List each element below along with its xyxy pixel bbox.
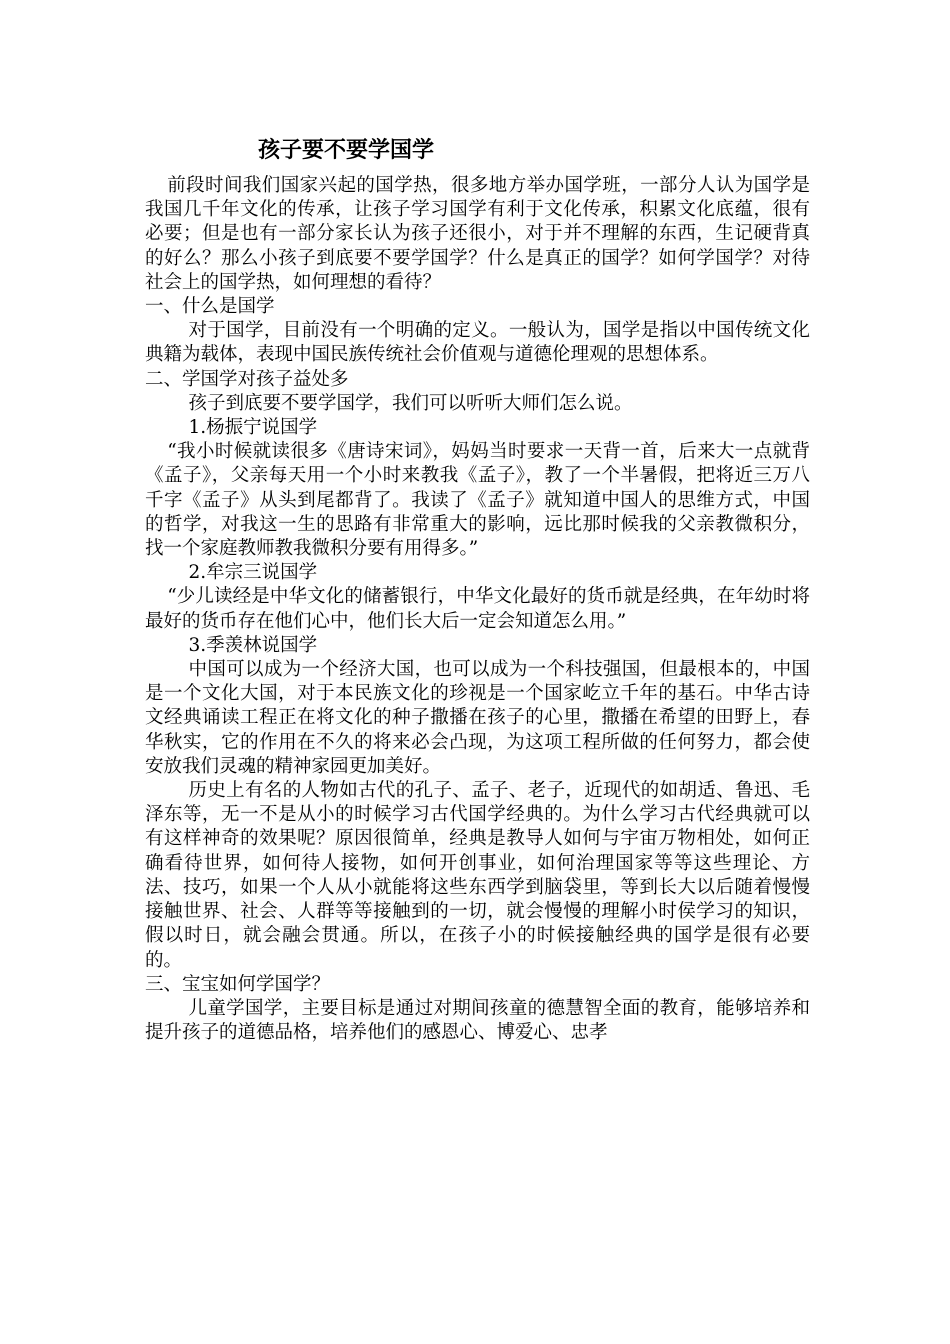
section-heading-3: 三、宝宝如何学国学？ bbox=[145, 973, 331, 995]
definition-paragraph: 对于国学，目前没有一个明确的定义。一般认为，国学是指以中国传统文化典籍为载体，表现中国民族传统社会价值观与道德伦理观的思想体系。 bbox=[145, 320, 810, 366]
document-body bbox=[145, 174, 810, 1045]
subheading-ji: 3.季羡林说国学 bbox=[188, 634, 318, 656]
section-heading-2: 二、学国学对孩子益处多 bbox=[145, 368, 349, 390]
intro-paragraph: 前段时间我们国家兴起的国学热，很多地方举办国学班，一部分人认为国学是我国几千年文化的传承，让孩子学习国学有利于文化传承，积累文化底蕴，很有必要；但是也有一部分家长认为孩子还很小，对于并不理解的东西，生记硬背真的好么？那么小孩子到底要不要学国学？什么是真正的国学？如何学国学？对待社会上的国学热，如何理想的看待？ bbox=[145, 175, 810, 293]
subheading-mou: 2.牟宗三说国学 bbox=[188, 562, 318, 584]
history-paragraph: 历史上有名的人物如古代的孔子、孟子、老子，近现代的如胡适、鲁迅、毛泽东等，无一不是从小的时候学习古代国学经典的。为什么学习古代经典就可以有这样神奇的效果呢？原因很简单，经典是教导人如何与宇宙万物相处，如何正确看待世界，如何待人接物，如何开创事业，如何治理国家等等这些理论、方法、技巧，如果一个人从小就能将这些东西学到脑袋里，等到长大以后随着慢慢接触世界、社会、人群等等接触到的一切，就会慢慢的理解小时侯学习的知识，假以时日，就会融会贯通。所以，在孩子小的时候接触经典的国学是很有必要的。 bbox=[145, 780, 810, 971]
quote-mou: “少儿读经是中华文化的储蓄银行，中华文化最好的货币就是经典，在年幼时将最好的货币存在他们心中，他们长大后一定会知道怎么用。” bbox=[145, 586, 810, 632]
section-heading-1: 一、什么是国学 bbox=[145, 296, 275, 318]
quote-ji: 中国可以成为一个经济大国，也可以成为一个科技强国，但最根本的，中国是一个文化大国，对于本民族文化的珍视是一个国家屹立千年的基石。中华古诗文经典诵读工程正在将文化的种子撒播在孩子的心里，撒播在希望的田野上，春华秋实，它的作用在不久的将来必会凸现，为这项工程所做的任何努力，都会使安放我们灵魂的精神家园更加美好。 bbox=[145, 659, 810, 777]
quote-yang: “我小时候就读很多《唐诗宋词》，妈妈当时要求一天背一首，后来大一点就背《孟子》，父亲每天用一个小时来教我《孟子》，教了一个半暑假，把将近三万八千字《孟子》从头到尾都背了。我读了《孟子》就知道中国人的思维方式，中国的哲学，对我这一生的思路有非常重大的影响，远比那时候我的父亲教微积分，找一个家庭教师教我微积分要有用得多。” bbox=[145, 441, 810, 560]
subheading-yang: 1.杨振宁说国学 bbox=[188, 417, 318, 439]
how-to-learn-paragraph: 儿童学国学，主要目标是通过对期间孩童的德慧智全面的教育，能够培养和提升孩子的道德品格，培养他们的感恩心、博爱心、忠孝 bbox=[145, 997, 810, 1044]
document-title: 孩子要不要学国学 bbox=[258, 137, 435, 163]
masters-intro-paragraph: 孩子到底要不要学国学，我们可以听听大师们怎么说。 bbox=[188, 392, 633, 414]
